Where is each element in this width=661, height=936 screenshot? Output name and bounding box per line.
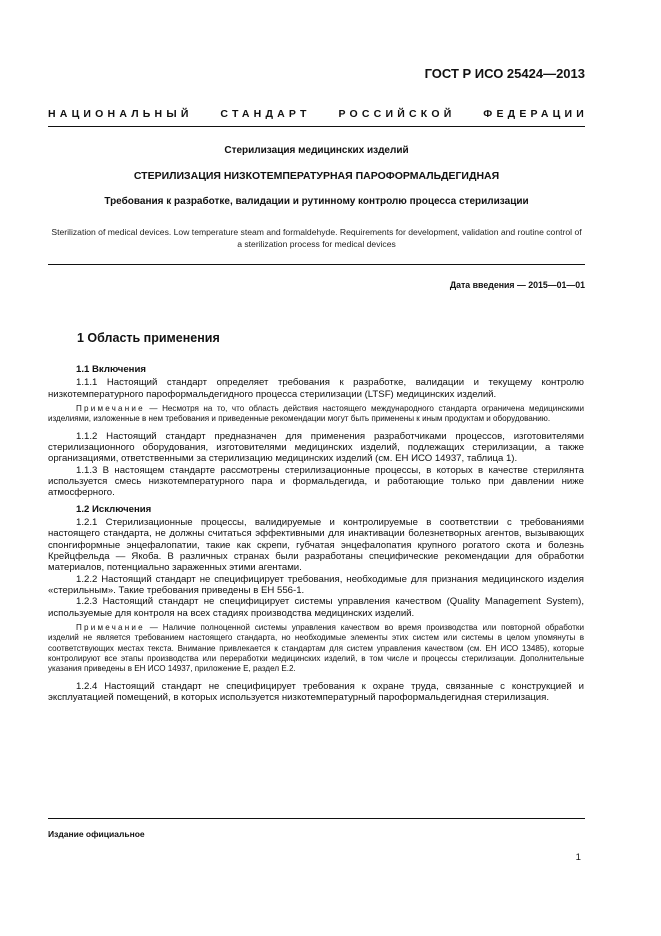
introduction-date: Дата введения — 2015—01—01 <box>449 280 585 290</box>
section-title: 1 Область применения <box>77 331 220 345</box>
paragraph-1-1-1: 1.1.1 Настоящий стандарт определяет требования к разработке, валидации и текущему контролю низкотемпературного пароформальдегидного процесса стерилизации (LTSF) медицинских изделий. <box>48 377 584 400</box>
header-rule-top <box>48 126 585 127</box>
banner-word-1: НАЦИОНАЛЬНЫЙ <box>48 108 193 120</box>
main-title: СТЕРИЛИЗАЦИЯ НИЗКОТЕМПЕРАТУРНАЯ ПАРОФОРМАЛЬДЕГИДНАЯ <box>133 170 500 182</box>
document-code: ГОСТ Р ИСО 25424—2013 <box>424 66 585 81</box>
page-number: 1 <box>575 852 581 863</box>
note-2 <box>48 623 584 674</box>
document-body <box>48 364 584 703</box>
national-standard-banner <box>48 108 588 120</box>
note-1 <box>48 404 584 425</box>
paragraph-1-2-2: 1.2.2 Настоящий стандарт не специфицирует требования, необходимые для признания медицинского изделия «стерильным». Такие требования приведены в ЕН 556-1. <box>48 573 584 597</box>
footer-rule <box>48 818 585 819</box>
note-2-label: Примечание <box>76 623 145 633</box>
official-edition-label: Издание официальное <box>48 829 145 839</box>
paragraph-1-2-1: 1.2.1 Стерилизационные процессы, валидируемые и контролируемые в соответствии с требованиями настоящего стандарта, не должны считаться эффективными для инактивации болезнетворных агентов, вызывающих спонгиформные энцефалопатии, такие как скрепи, губчатая энцефалопатия крупного рогатого скота и болезнь Крейцфельда — Якоба. В различных странах были разработаны специфические рекомендации для обработки материалов, потенциально зараженных этими агентами. <box>48 517 584 574</box>
subsection-exclusions-title: 1.2 Исключения <box>76 503 152 515</box>
paragraph-1-2-4: 1.2.4 Настоящий стандарт не специфицирует требования к охране труда, связанные с конструкцией и эксплуатацией помещений, в которых используется низкотемпературный пароформальдегидная стерилизация. <box>48 680 584 703</box>
subsection-inclusions-title: 1.1 Включения <box>76 364 146 375</box>
english-title: Sterilization of medical devices. Low temperature steam and formaldehyde. Requirements for development, validation and routine control of a sterilization process for medical devices <box>51 227 582 249</box>
subject-title: Стерилизация медицинских изделий <box>224 145 409 156</box>
paragraph-1-2-3: 1.2.3 Настоящий стандарт не специфицирует системы управления качеством (Quality Management System), используемые для контроля на всех стадиях производства медицинских изделий. <box>48 596 584 619</box>
banner-word-4: ФЕДЕРАЦИИ <box>483 108 588 120</box>
paragraph-1-1-2: 1.1.2 Настоящий стандарт предназначен для применения разработчиками процессов, изготовителями стерилизационного оборудования, изготовителями медицинских изделий, подлежащих стерилизации, а также организациями, ответственными за стерилизацию медицинских изделий (см. ЕН ИСО 14937, таблица 1). <box>48 430 584 465</box>
header-rule-bottom <box>48 264 585 265</box>
note-1-text: — Несмотря на то, что область действия настоящего международного стандарта ограничена медицинскими изделиями, изложенные в нем требования и приведенные рекомендации могут быть применены к иным продуктам и оборудованию. <box>48 404 584 424</box>
note-2-text: — Наличие полноценной системы управления качеством во время производства или повторной обработки изделий не является требованием настоящего стандарта, но необходимые элементы этих систем или системы в целом упомянуты в соответствующих местах текста. Внимание привлекается к стандартам для систем управления качеством (см. ЕН ИСО 13485), которые контролируют все этапы производства или переработки медицинских изделий, в том числе и процессы стерилизации. Дополнительные указания приведены в ЕН ИСО 14937, приложение Е, раздел Е.2. <box>48 623 584 674</box>
banner-word-2: СТАНДАРТ <box>220 108 311 120</box>
banner-word-3: РОССИЙСКОЙ <box>338 108 456 120</box>
note-1-label: Примечание <box>76 404 145 414</box>
requirements-title: Требования к разработке, валидации и рутинному контролю процесса стерилизации <box>104 196 529 207</box>
paragraph-1-1-3: 1.1.3 В настоящем стандарте рассмотрены стерилизационные процессы, в которых в качестве стерилянта используется смесь низкотемпературного пара и формальдегида, и работающие только при давлении ниже атмосферного. <box>48 464 584 499</box>
